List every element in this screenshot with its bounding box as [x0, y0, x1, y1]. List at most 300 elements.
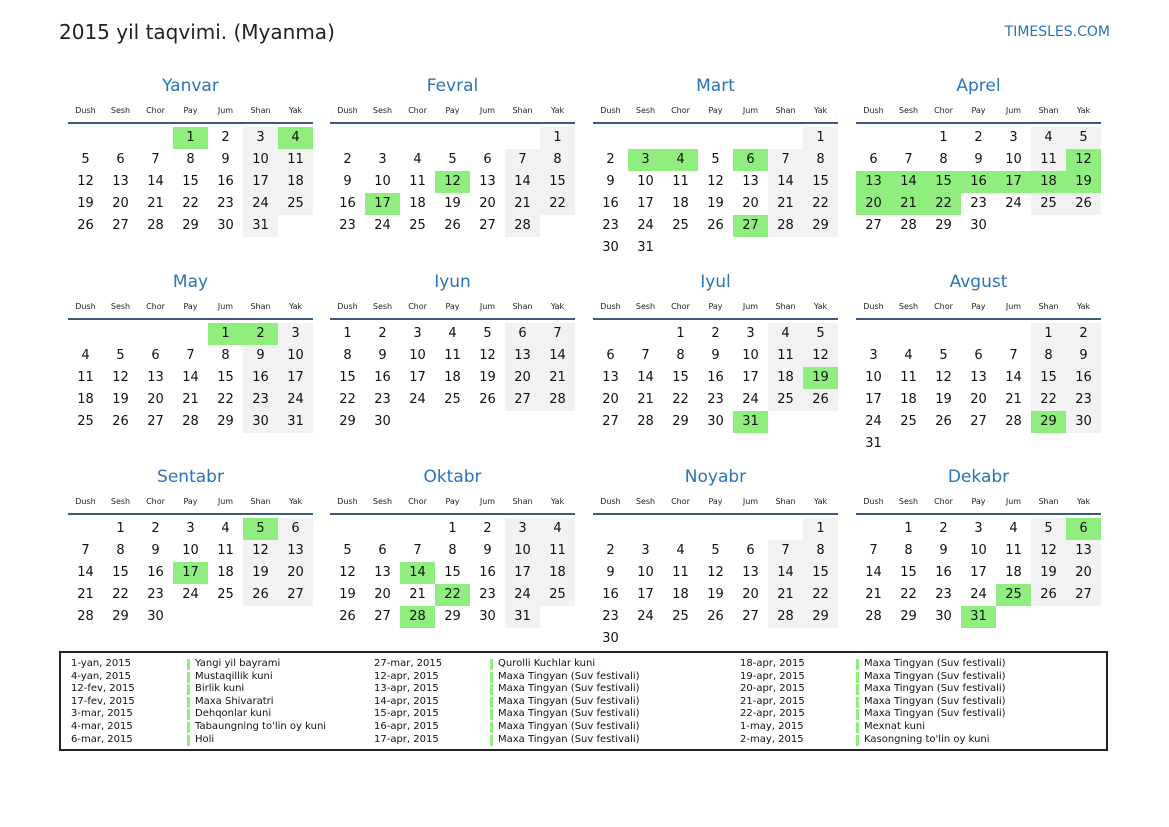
day-cell[interactable]: 15: [900, 565, 917, 580]
day-cell[interactable]: 19: [112, 392, 129, 407]
day-cell[interactable]: 9: [243, 345, 278, 367]
day-cell[interactable]: 26: [707, 609, 724, 624]
day-cell[interactable]: 18: [77, 392, 94, 407]
day-cell[interactable]: 31: [243, 215, 278, 237]
day-cell[interactable]: 22: [900, 587, 917, 602]
day-cell[interactable]: 29: [444, 609, 461, 624]
day-cell[interactable]: 24: [865, 414, 882, 429]
day-cell[interactable]: 13: [602, 370, 619, 385]
day-cell[interactable]: 17: [996, 171, 1031, 193]
day-cell[interactable]: 5: [343, 543, 352, 558]
day-cell[interactable]: 26: [479, 392, 496, 407]
day-cell[interactable]: 27: [147, 414, 164, 429]
day-cell[interactable]: 30: [243, 411, 278, 433]
day-cell[interactable]: 28: [540, 389, 575, 411]
day-cell[interactable]: 8: [448, 543, 457, 558]
day-cell[interactable]: 19: [1066, 171, 1101, 193]
day-cell[interactable]: 23: [1066, 389, 1101, 411]
day-cell[interactable]: 17: [637, 196, 654, 211]
day-cell[interactable]: 21: [768, 193, 803, 215]
day-cell[interactable]: 23: [339, 218, 356, 233]
day-cell[interactable]: 30: [935, 609, 952, 624]
day-cell[interactable]: 11: [77, 370, 94, 385]
day-cell[interactable]: 12: [77, 174, 94, 189]
day-cell[interactable]: 22: [339, 392, 356, 407]
day-cell[interactable]: 16: [479, 565, 496, 580]
day-cell[interactable]: 15: [339, 370, 356, 385]
day-cell[interactable]: 26: [1066, 193, 1101, 215]
day-cell[interactable]: 4: [540, 518, 575, 540]
day-cell[interactable]: 8: [803, 540, 838, 562]
day-cell[interactable]: 10: [409, 348, 426, 363]
day-cell[interactable]: 24: [182, 587, 199, 602]
day-cell[interactable]: 18: [444, 370, 461, 385]
day-cell[interactable]: 12: [1031, 540, 1066, 562]
day-cell[interactable]: 20: [1066, 562, 1101, 584]
day-cell[interactable]: 5: [483, 326, 492, 341]
day-cell[interactable]: 21: [891, 193, 926, 215]
day-cell[interactable]: 11: [672, 174, 689, 189]
day-cell[interactable]: 25: [77, 414, 94, 429]
day-cell[interactable]: 12: [1066, 149, 1101, 171]
day-cell[interactable]: 28: [147, 218, 164, 233]
day-cell[interactable]: 19: [707, 587, 724, 602]
day-cell[interactable]: 26: [707, 218, 724, 233]
day-cell[interactable]: 17: [970, 565, 987, 580]
day-cell[interactable]: 1: [676, 326, 685, 341]
day-cell[interactable]: 5: [711, 543, 720, 558]
day-cell[interactable]: 26: [243, 584, 278, 606]
day-cell[interactable]: 15: [444, 565, 461, 580]
day-cell[interactable]: 16: [602, 196, 619, 211]
day-cell[interactable]: 10: [374, 174, 391, 189]
day-cell[interactable]: 30: [479, 609, 496, 624]
day-cell[interactable]: 27: [479, 218, 496, 233]
day-cell[interactable]: 1: [173, 127, 208, 149]
day-cell[interactable]: 27: [112, 218, 129, 233]
day-cell[interactable]: 8: [1031, 345, 1066, 367]
day-cell[interactable]: 2: [606, 152, 615, 167]
day-cell[interactable]: 3: [628, 149, 663, 171]
day-cell[interactable]: 16: [1066, 367, 1101, 389]
day-cell[interactable]: 6: [483, 152, 492, 167]
day-cell[interactable]: 21: [182, 392, 199, 407]
day-cell[interactable]: 3: [1009, 130, 1018, 145]
day-cell[interactable]: 12: [707, 174, 724, 189]
day-cell[interactable]: 29: [672, 414, 689, 429]
day-cell[interactable]: 8: [343, 348, 352, 363]
day-cell[interactable]: 10: [243, 149, 278, 171]
day-cell[interactable]: 13: [374, 565, 391, 580]
day-cell[interactable]: 27: [733, 215, 768, 237]
day-cell[interactable]: 3: [413, 326, 422, 341]
day-cell[interactable]: 13: [1066, 540, 1101, 562]
day-cell[interactable]: 4: [81, 348, 90, 363]
day-cell[interactable]: 25: [996, 584, 1031, 606]
day-cell[interactable]: 20: [374, 587, 391, 602]
day-cell[interactable]: 21: [865, 587, 882, 602]
day-cell[interactable]: 24: [970, 587, 987, 602]
day-cell[interactable]: 9: [606, 174, 615, 189]
day-cell[interactable]: 1: [208, 323, 243, 345]
day-cell[interactable]: 15: [803, 171, 838, 193]
day-cell[interactable]: 11: [1031, 149, 1066, 171]
day-cell[interactable]: 30: [602, 240, 619, 255]
day-cell[interactable]: 14: [865, 565, 882, 580]
day-cell[interactable]: 23: [479, 587, 496, 602]
day-cell[interactable]: 6: [606, 348, 615, 363]
day-cell[interactable]: 29: [339, 414, 356, 429]
day-cell[interactable]: 17: [365, 193, 400, 215]
day-cell[interactable]: 14: [182, 370, 199, 385]
day-cell[interactable]: 27: [278, 584, 313, 606]
day-cell[interactable]: 2: [343, 152, 352, 167]
day-cell[interactable]: 1: [803, 127, 838, 149]
day-cell[interactable]: 2: [151, 521, 160, 536]
day-cell[interactable]: 25: [444, 392, 461, 407]
day-cell[interactable]: 7: [81, 543, 90, 558]
day-cell[interactable]: 11: [540, 540, 575, 562]
day-cell[interactable]: 14: [637, 370, 654, 385]
day-cell[interactable]: 29: [935, 218, 952, 233]
day-cell[interactable]: 23: [935, 587, 952, 602]
day-cell[interactable]: 28: [182, 414, 199, 429]
day-cell[interactable]: 2: [483, 521, 492, 536]
day-cell[interactable]: 5: [803, 323, 838, 345]
day-cell[interactable]: 18: [1031, 171, 1066, 193]
day-cell[interactable]: 20: [742, 587, 759, 602]
day-cell[interactable]: 9: [939, 543, 948, 558]
day-cell[interactable]: 17: [243, 171, 278, 193]
day-cell[interactable]: 17: [409, 370, 426, 385]
day-cell[interactable]: 4: [663, 149, 698, 171]
day-cell[interactable]: 13: [856, 171, 891, 193]
day-cell[interactable]: 17: [637, 587, 654, 602]
day-cell[interactable]: 7: [768, 149, 803, 171]
day-cell[interactable]: 2: [243, 323, 278, 345]
day-cell[interactable]: 15: [217, 370, 234, 385]
day-cell[interactable]: 6: [278, 518, 313, 540]
day-cell[interactable]: 3: [378, 152, 387, 167]
day-cell[interactable]: 14: [540, 345, 575, 367]
day-cell[interactable]: 4: [904, 348, 913, 363]
day-cell[interactable]: 9: [378, 348, 387, 363]
day-cell[interactable]: 7: [1009, 348, 1018, 363]
day-cell[interactable]: 24: [637, 609, 654, 624]
day-cell[interactable]: 14: [1005, 370, 1022, 385]
day-cell[interactable]: 7: [151, 152, 160, 167]
day-cell[interactable]: 7: [505, 149, 540, 171]
day-cell[interactable]: 22: [112, 587, 129, 602]
day-cell[interactable]: 28: [77, 609, 94, 624]
day-cell[interactable]: 31: [961, 606, 996, 628]
day-cell[interactable]: 25: [1031, 193, 1066, 215]
day-cell[interactable]: 13: [278, 540, 313, 562]
day-cell[interactable]: 5: [1066, 127, 1101, 149]
day-cell[interactable]: 19: [707, 196, 724, 211]
day-cell[interactable]: 21: [77, 587, 94, 602]
day-cell[interactable]: 6: [505, 323, 540, 345]
day-cell[interactable]: 25: [900, 414, 917, 429]
day-cell[interactable]: 11: [278, 149, 313, 171]
day-cell[interactable]: 12: [935, 370, 952, 385]
day-cell[interactable]: 8: [676, 348, 685, 363]
day-cell[interactable]: 10: [278, 345, 313, 367]
day-cell[interactable]: 31: [637, 240, 654, 255]
day-cell[interactable]: 26: [77, 218, 94, 233]
day-cell[interactable]: 16: [707, 370, 724, 385]
day-cell[interactable]: 10: [742, 348, 759, 363]
day-cell[interactable]: 20: [278, 562, 313, 584]
day-cell[interactable]: 13: [505, 345, 540, 367]
day-cell[interactable]: 9: [974, 152, 983, 167]
day-cell[interactable]: 1: [448, 521, 457, 536]
day-cell[interactable]: 6: [974, 348, 983, 363]
day-cell[interactable]: 20: [970, 392, 987, 407]
day-cell[interactable]: 10: [637, 174, 654, 189]
day-cell[interactable]: 26: [444, 218, 461, 233]
day-cell[interactable]: 11: [217, 543, 234, 558]
day-cell[interactable]: 2: [378, 326, 387, 341]
day-cell[interactable]: 11: [768, 345, 803, 367]
day-cell[interactable]: 9: [151, 543, 160, 558]
day-cell[interactable]: 29: [182, 218, 199, 233]
day-cell[interactable]: 20: [602, 392, 619, 407]
day-cell[interactable]: 7: [641, 348, 650, 363]
day-cell[interactable]: 10: [1005, 152, 1022, 167]
day-cell[interactable]: 3: [505, 518, 540, 540]
day-cell[interactable]: 1: [939, 130, 948, 145]
day-cell[interactable]: 1: [803, 518, 838, 540]
day-cell[interactable]: 29: [803, 215, 838, 237]
day-cell[interactable]: 3: [746, 326, 755, 341]
day-cell[interactable]: 11: [672, 565, 689, 580]
day-cell[interactable]: 19: [1031, 562, 1066, 584]
day-cell[interactable]: 3: [186, 521, 195, 536]
day-cell[interactable]: 19: [479, 370, 496, 385]
day-cell[interactable]: 20: [479, 196, 496, 211]
day-cell[interactable]: 4: [676, 543, 685, 558]
day-cell[interactable]: 27: [1066, 584, 1101, 606]
day-cell[interactable]: 24: [505, 584, 540, 606]
day-cell[interactable]: 21: [147, 196, 164, 211]
day-cell[interactable]: 16: [935, 565, 952, 580]
day-cell[interactable]: 27: [970, 414, 987, 429]
day-cell[interactable]: 16: [147, 565, 164, 580]
day-cell[interactable]: 21: [768, 584, 803, 606]
day-cell[interactable]: 2: [1066, 323, 1101, 345]
day-cell[interactable]: 24: [374, 218, 391, 233]
day-cell[interactable]: 11: [900, 370, 917, 385]
day-cell[interactable]: 29: [803, 606, 838, 628]
day-cell[interactable]: 14: [505, 171, 540, 193]
day-cell[interactable]: 7: [869, 543, 878, 558]
day-cell[interactable]: 13: [479, 174, 496, 189]
day-cell[interactable]: 28: [637, 414, 654, 429]
day-cell[interactable]: 16: [602, 587, 619, 602]
day-cell[interactable]: 21: [637, 392, 654, 407]
day-cell[interactable]: 27: [602, 414, 619, 429]
day-cell[interactable]: 13: [742, 565, 759, 580]
day-cell[interactable]: 10: [182, 543, 199, 558]
day-cell[interactable]: 6: [378, 543, 387, 558]
day-cell[interactable]: 14: [891, 171, 926, 193]
day-cell[interactable]: 19: [803, 367, 838, 389]
day-cell[interactable]: 26: [1031, 584, 1066, 606]
day-cell[interactable]: 16: [243, 367, 278, 389]
day-cell[interactable]: 5: [243, 518, 278, 540]
day-cell[interactable]: 15: [1031, 367, 1066, 389]
day-cell[interactable]: 12: [112, 370, 129, 385]
day-cell[interactable]: 18: [540, 562, 575, 584]
day-cell[interactable]: 9: [711, 348, 720, 363]
day-cell[interactable]: 6: [151, 348, 160, 363]
day-cell[interactable]: 10: [970, 543, 987, 558]
day-cell[interactable]: 9: [606, 565, 615, 580]
day-cell[interactable]: 22: [672, 392, 689, 407]
day-cell[interactable]: 6: [1066, 518, 1101, 540]
day-cell[interactable]: 4: [768, 323, 803, 345]
day-cell[interactable]: 15: [672, 370, 689, 385]
day-cell[interactable]: 29: [217, 414, 234, 429]
day-cell[interactable]: 22: [182, 196, 199, 211]
day-cell[interactable]: 26: [112, 414, 129, 429]
day-cell[interactable]: 24: [278, 389, 313, 411]
day-cell[interactable]: 23: [243, 389, 278, 411]
day-cell[interactable]: 23: [374, 392, 391, 407]
day-cell[interactable]: 14: [400, 562, 435, 584]
day-cell[interactable]: 1: [540, 127, 575, 149]
day-cell[interactable]: 16: [339, 196, 356, 211]
day-cell[interactable]: 5: [81, 152, 90, 167]
day-cell[interactable]: 11: [409, 174, 426, 189]
day-cell[interactable]: 14: [768, 562, 803, 584]
day-cell[interactable]: 17: [278, 367, 313, 389]
day-cell[interactable]: 16: [374, 370, 391, 385]
day-cell[interactable]: 21: [505, 193, 540, 215]
day-cell[interactable]: 3: [869, 348, 878, 363]
day-cell[interactable]: 6: [116, 152, 125, 167]
day-cell[interactable]: 3: [974, 521, 983, 536]
day-cell[interactable]: 15: [182, 174, 199, 189]
day-cell[interactable]: 15: [803, 562, 838, 584]
day-cell[interactable]: 23: [147, 587, 164, 602]
day-cell[interactable]: 24: [409, 392, 426, 407]
day-cell[interactable]: 17: [865, 392, 882, 407]
day-cell[interactable]: 8: [186, 152, 195, 167]
day-cell[interactable]: 12: [479, 348, 496, 363]
day-cell[interactable]: 14: [768, 171, 803, 193]
day-cell[interactable]: 31: [278, 411, 313, 433]
day-cell[interactable]: 31: [505, 606, 540, 628]
day-cell[interactable]: 29: [1031, 411, 1066, 433]
day-cell[interactable]: 13: [147, 370, 164, 385]
day-cell[interactable]: 30: [217, 218, 234, 233]
day-cell[interactable]: 8: [904, 543, 913, 558]
day-cell[interactable]: 3: [278, 323, 313, 345]
day-cell[interactable]: 10: [637, 565, 654, 580]
day-cell[interactable]: 7: [540, 323, 575, 345]
day-cell[interactable]: 19: [339, 587, 356, 602]
day-cell[interactable]: 15: [926, 171, 961, 193]
day-cell[interactable]: 5: [711, 152, 720, 167]
day-cell[interactable]: 14: [77, 565, 94, 580]
day-cell[interactable]: 8: [221, 348, 230, 363]
day-cell[interactable]: 7: [768, 540, 803, 562]
day-cell[interactable]: 22: [803, 193, 838, 215]
day-cell[interactable]: 9: [221, 152, 230, 167]
day-cell[interactable]: 25: [540, 584, 575, 606]
day-cell[interactable]: 18: [1005, 565, 1022, 580]
day-cell[interactable]: 12: [243, 540, 278, 562]
day-cell[interactable]: 9: [343, 174, 352, 189]
day-cell[interactable]: 22: [803, 584, 838, 606]
day-cell[interactable]: 22: [217, 392, 234, 407]
day-cell[interactable]: 19: [444, 196, 461, 211]
day-cell[interactable]: 9: [483, 543, 492, 558]
day-cell[interactable]: 2: [711, 326, 720, 341]
day-cell[interactable]: 21: [540, 367, 575, 389]
day-cell[interactable]: 1: [1031, 323, 1066, 345]
brand-link[interactable]: TIMESLES.COM: [1004, 24, 1110, 40]
day-cell[interactable]: 30: [147, 609, 164, 624]
day-cell[interactable]: 28: [1005, 414, 1022, 429]
day-cell[interactable]: 4: [1031, 127, 1066, 149]
day-cell[interactable]: 25: [672, 218, 689, 233]
day-cell[interactable]: 27: [505, 389, 540, 411]
day-cell[interactable]: 30: [374, 414, 391, 429]
day-cell[interactable]: 11: [1005, 543, 1022, 558]
day-cell[interactable]: 4: [1009, 521, 1018, 536]
day-cell[interactable]: 4: [413, 152, 422, 167]
day-cell[interactable]: 5: [116, 348, 125, 363]
day-cell[interactable]: 24: [243, 193, 278, 215]
day-cell[interactable]: 20: [505, 367, 540, 389]
day-cell[interactable]: 18: [768, 367, 803, 389]
day-cell[interactable]: 5: [939, 348, 948, 363]
day-cell[interactable]: 7: [186, 348, 195, 363]
day-cell[interactable]: 24: [1005, 196, 1022, 211]
day-cell[interactable]: 31: [733, 411, 768, 433]
day-cell[interactable]: 22: [540, 193, 575, 215]
day-cell[interactable]: 19: [77, 196, 94, 211]
day-cell[interactable]: 25: [672, 609, 689, 624]
day-cell[interactable]: 19: [243, 562, 278, 584]
day-cell[interactable]: 27: [865, 218, 882, 233]
day-cell[interactable]: 25: [217, 587, 234, 602]
day-cell[interactable]: 26: [339, 609, 356, 624]
day-cell[interactable]: 31: [865, 436, 882, 451]
day-cell[interactable]: 8: [803, 149, 838, 171]
day-cell[interactable]: 3: [641, 543, 650, 558]
day-cell[interactable]: 1: [343, 326, 352, 341]
day-cell[interactable]: 18: [672, 587, 689, 602]
day-cell[interactable]: 17: [742, 370, 759, 385]
day-cell[interactable]: 24: [637, 218, 654, 233]
day-cell[interactable]: 12: [339, 565, 356, 580]
day-cell[interactable]: 25: [768, 389, 803, 411]
day-cell[interactable]: 28: [505, 215, 540, 237]
day-cell[interactable]: 23: [970, 196, 987, 211]
day-cell[interactable]: 18: [217, 565, 234, 580]
day-cell[interactable]: 30: [707, 414, 724, 429]
day-cell[interactable]: 28: [400, 606, 435, 628]
day-cell[interactable]: 18: [900, 392, 917, 407]
day-cell[interactable]: 16: [961, 171, 996, 193]
day-cell[interactable]: 4: [448, 326, 457, 341]
day-cell[interactable]: 29: [112, 609, 129, 624]
day-cell[interactable]: 22: [926, 193, 961, 215]
